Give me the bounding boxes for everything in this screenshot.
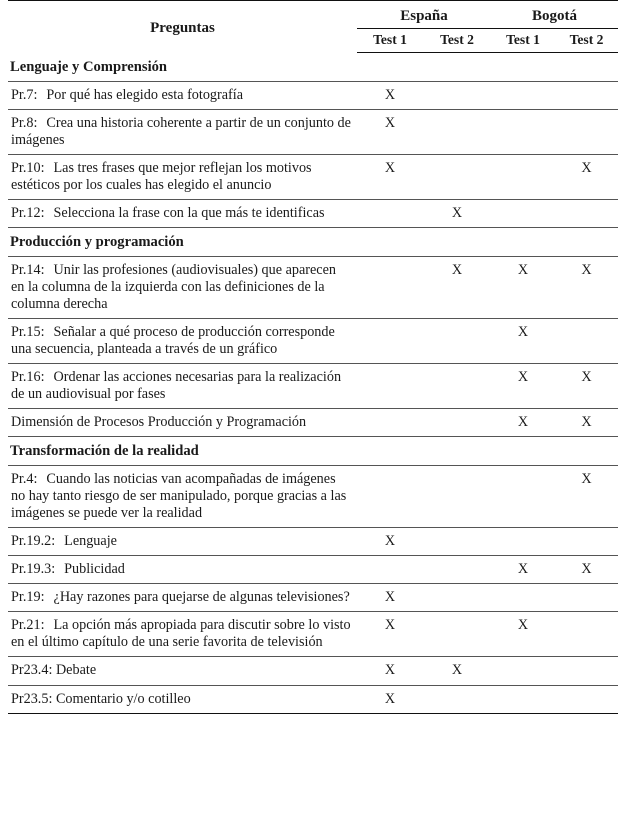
table-row bbox=[8, 409, 618, 437]
question-label: Pr23.5: bbox=[11, 690, 53, 707]
mark-cell-espana-test1: X bbox=[357, 685, 423, 713]
question-text: Debate bbox=[55, 662, 97, 679]
question-cell bbox=[8, 82, 357, 110]
column-group-bogota: Bogotá bbox=[491, 1, 618, 29]
question-label: Pr.14: bbox=[11, 262, 45, 279]
mark-cell-espana-test2 bbox=[423, 82, 491, 110]
question-cell bbox=[8, 584, 357, 612]
mark-cell-espana-test2: X bbox=[423, 200, 491, 228]
table-row bbox=[8, 110, 618, 155]
question-label: Pr.19.3: bbox=[11, 561, 56, 578]
mark-cell-espana-test1 bbox=[357, 257, 423, 319]
question-text: Por qué has elegido esta fotografía bbox=[46, 87, 244, 104]
question-cell bbox=[8, 657, 357, 685]
mark-cell-bogota-test2 bbox=[555, 528, 618, 556]
mark-cell-espana-test1: X bbox=[357, 584, 423, 612]
question-cell bbox=[8, 155, 357, 200]
section-header-row bbox=[8, 437, 618, 466]
question-text: Lenguaje bbox=[64, 533, 117, 550]
mark-cell-bogota-test1 bbox=[491, 657, 555, 685]
table-row bbox=[8, 200, 618, 228]
question-cell bbox=[8, 110, 357, 155]
mark-cell-espana-test1 bbox=[357, 466, 423, 528]
mark-cell-espana-test2 bbox=[423, 155, 491, 200]
mark-cell-bogota-test2 bbox=[555, 685, 618, 713]
section-header-row bbox=[8, 53, 618, 82]
column-header-bogota-test2: Test 2 bbox=[555, 28, 618, 53]
mark-cell-bogota-test1 bbox=[491, 155, 555, 200]
mark-cell-espana-test1 bbox=[357, 319, 423, 364]
question-text: Publicidad bbox=[64, 561, 125, 578]
mark-cell-bogota-test1: X bbox=[491, 409, 555, 437]
mark-cell-bogota-test1: X bbox=[491, 612, 555, 657]
mark-cell-bogota-test2 bbox=[555, 612, 618, 657]
question-cell bbox=[8, 257, 357, 319]
mark-cell-bogota-test2: X bbox=[555, 364, 618, 409]
mark-cell-bogota-test1: X bbox=[491, 319, 555, 364]
question-cell bbox=[8, 556, 357, 584]
mark-cell-bogota-test1 bbox=[491, 685, 555, 713]
table-row bbox=[8, 155, 618, 200]
mark-cell-espana-test2 bbox=[423, 556, 491, 584]
mark-cell-bogota-test2 bbox=[555, 200, 618, 228]
mark-cell-espana-test2 bbox=[423, 364, 491, 409]
mark-cell-espana-test2: X bbox=[423, 657, 491, 685]
question-label: Pr.15: bbox=[11, 324, 45, 341]
mark-cell-bogota-test1 bbox=[491, 584, 555, 612]
header-group-row bbox=[8, 1, 618, 29]
mark-cell-espana-test2: X bbox=[423, 257, 491, 319]
mark-cell-espana-test2 bbox=[423, 466, 491, 528]
question-label: Pr.19.2: bbox=[11, 533, 56, 550]
mark-cell-espana-test2 bbox=[423, 409, 491, 437]
column-header-espana-test2: Test 2 bbox=[423, 28, 491, 53]
mark-cell-espana-test2 bbox=[423, 319, 491, 364]
mark-cell-espana-test1: X bbox=[357, 155, 423, 200]
table-row bbox=[8, 685, 618, 713]
table-row bbox=[8, 82, 618, 110]
mark-cell-bogota-test2: X bbox=[555, 409, 618, 437]
mark-cell-bogota-test1: X bbox=[491, 257, 555, 319]
table-row bbox=[8, 466, 618, 528]
mark-cell-espana-test1: X bbox=[357, 657, 423, 685]
question-label: Pr.16: bbox=[11, 369, 45, 386]
question-text: Selecciona la frase con la que más te identificas bbox=[53, 205, 325, 222]
mark-cell-espana-test1 bbox=[357, 409, 423, 437]
mark-cell-bogota-test1 bbox=[491, 110, 555, 155]
mark-cell-bogota-test1 bbox=[491, 82, 555, 110]
column-header-espana-test1: Test 1 bbox=[357, 28, 423, 53]
question-text: Cuando las noticias van acompañadas de imágenes no hay tanto riesgo de ser manipulado, porque gracias a las imágenes se puede ver la realidad bbox=[11, 471, 347, 522]
mark-cell-bogota-test2 bbox=[555, 319, 618, 364]
mark-cell-bogota-test2: X bbox=[555, 257, 618, 319]
mark-cell-espana-test2 bbox=[423, 584, 491, 612]
section-title: Lenguaje y Comprensión bbox=[8, 53, 618, 82]
question-cell bbox=[8, 364, 357, 409]
mark-cell-bogota-test2: X bbox=[555, 466, 618, 528]
question-label: Pr.12: bbox=[11, 205, 45, 222]
mark-cell-bogota-test1 bbox=[491, 528, 555, 556]
mark-cell-espana-test1: X bbox=[357, 82, 423, 110]
mark-cell-espana-test1: X bbox=[357, 612, 423, 657]
mark-cell-bogota-test2 bbox=[555, 82, 618, 110]
question-cell bbox=[8, 612, 357, 657]
question-label: Pr.19: bbox=[11, 589, 45, 606]
question-label: Pr23.4: bbox=[11, 662, 53, 679]
mark-cell-espana-test2 bbox=[423, 110, 491, 155]
mark-cell-espana-test2 bbox=[423, 612, 491, 657]
table-row bbox=[8, 556, 618, 584]
mark-cell-espana-test1 bbox=[357, 200, 423, 228]
question-text: Ordenar las acciones necesarias para la realización de un audiovisual por fases bbox=[11, 369, 342, 403]
table-row bbox=[8, 657, 618, 685]
section-title: Transformación de la realidad bbox=[8, 437, 618, 466]
mark-cell-espana-test1 bbox=[357, 364, 423, 409]
mark-cell-bogota-test2: X bbox=[555, 556, 618, 584]
table-header bbox=[8, 1, 618, 53]
question-text: ¿Hay razones para quejarse de algunas televisiones? bbox=[53, 589, 350, 606]
question-label: Pr.10: bbox=[11, 160, 45, 177]
question-text: Señalar a qué proceso de producción corresponde una secuencia, planteada a través de un gráfico bbox=[11, 324, 335, 358]
mark-cell-espana-test1 bbox=[357, 556, 423, 584]
section-header-row bbox=[8, 228, 618, 257]
question-cell bbox=[8, 409, 357, 437]
mark-cell-espana-test1: X bbox=[357, 110, 423, 155]
mark-cell-bogota-test1 bbox=[491, 200, 555, 228]
column-header-preguntas: Preguntas bbox=[8, 1, 357, 53]
question-label: Pr.8: bbox=[11, 115, 38, 132]
mark-cell-espana-test2 bbox=[423, 528, 491, 556]
mark-cell-bogota-test2 bbox=[555, 657, 618, 685]
section-title: Producción y programación bbox=[8, 228, 618, 257]
question-cell bbox=[8, 466, 357, 528]
question-label: Pr.7: bbox=[11, 87, 38, 104]
column-group-espana: España bbox=[357, 1, 491, 29]
mark-cell-bogota-test1: X bbox=[491, 364, 555, 409]
table-row bbox=[8, 319, 618, 364]
question-cell bbox=[8, 685, 357, 713]
mark-cell-espana-test2 bbox=[423, 685, 491, 713]
table-row bbox=[8, 364, 618, 409]
question-label: Pr.21: bbox=[11, 617, 45, 634]
table-row bbox=[8, 257, 618, 319]
question-label: Pr.4: bbox=[11, 471, 38, 488]
mark-cell-bogota-test1 bbox=[491, 466, 555, 528]
table-row bbox=[8, 528, 618, 556]
mark-cell-bogota-test1: X bbox=[491, 556, 555, 584]
question-cell bbox=[8, 200, 357, 228]
question-text: Crea una historia coherente a partir de un conjunto de imágenes bbox=[11, 115, 351, 149]
table-row bbox=[8, 584, 618, 612]
table-body bbox=[8, 53, 618, 713]
question-text: Unir las profesiones (audiovisuales) que aparecen en la columna de la izquierda con las definiciones de la columna derecha bbox=[11, 262, 336, 313]
question-text: Dimensión de Procesos Producción y Programación bbox=[11, 414, 307, 431]
mark-cell-bogota-test2 bbox=[555, 584, 618, 612]
question-text: La opción más apropiada para discutir sobre lo visto en el último capítulo de una serie favorita de televisión bbox=[11, 617, 351, 651]
results-table bbox=[8, 0, 618, 714]
table-row bbox=[8, 612, 618, 657]
mark-cell-bogota-test2: X bbox=[555, 155, 618, 200]
mark-cell-espana-test1: X bbox=[357, 528, 423, 556]
column-header-bogota-test1: Test 1 bbox=[491, 28, 555, 53]
question-text: Comentario y/o cotilleo bbox=[55, 690, 191, 707]
question-text: Las tres frases que mejor reflejan los motivos estéticos por los cuales has elegido el anuncio bbox=[11, 160, 312, 194]
question-cell bbox=[8, 319, 357, 364]
question-cell bbox=[8, 528, 357, 556]
mark-cell-bogota-test2 bbox=[555, 110, 618, 155]
